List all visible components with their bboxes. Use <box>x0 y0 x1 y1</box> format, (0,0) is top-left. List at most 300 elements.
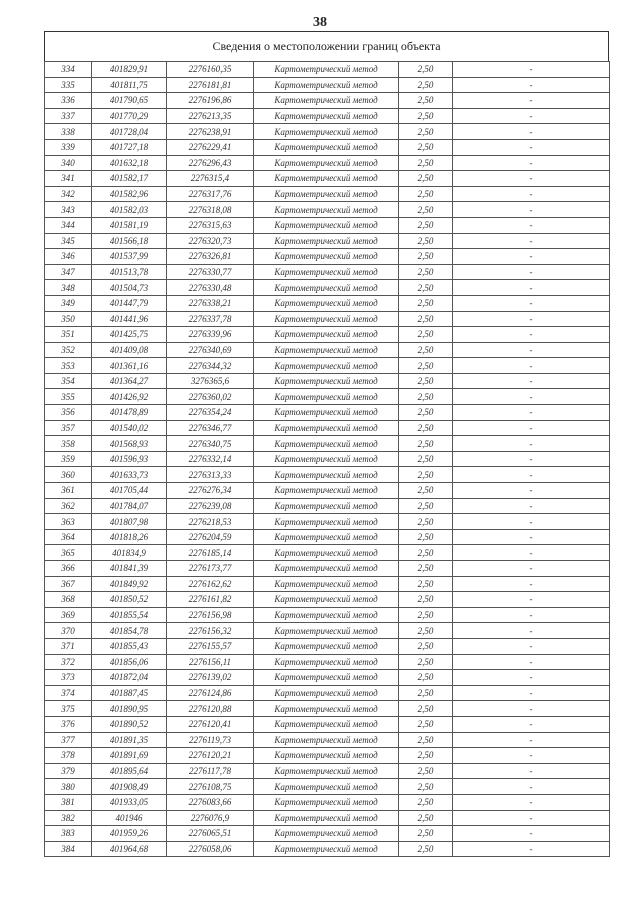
x-coordinate-cell: 401933,05 <box>92 794 167 810</box>
table-row <box>45 701 610 717</box>
description-cell: - <box>453 763 610 779</box>
point-number-cell: 356 <box>45 405 92 421</box>
accuracy-cell: 2,50 <box>399 810 453 826</box>
method-cell: Картометрический метод <box>254 483 399 499</box>
table-row <box>45 623 610 639</box>
method-cell: Картометрический метод <box>254 373 399 389</box>
point-number-cell: 346 <box>45 249 92 265</box>
y-coordinate-cell: 2276117,78 <box>167 763 254 779</box>
method-cell: Картометрический метод <box>254 171 399 187</box>
method-cell: Картометрический метод <box>254 748 399 764</box>
method-cell: Картометрический метод <box>254 327 399 343</box>
coordinates-table-body <box>45 62 610 857</box>
accuracy-cell: 2,50 <box>399 358 453 374</box>
description-cell: - <box>453 529 610 545</box>
table-row <box>45 810 610 826</box>
description-cell: - <box>453 77 610 93</box>
description-cell: - <box>453 93 610 109</box>
accuracy-cell: 2,50 <box>399 794 453 810</box>
x-coordinate-cell: 401807,98 <box>92 514 167 530</box>
method-cell: Картометрический метод <box>254 405 399 421</box>
method-cell: Картометрический метод <box>254 451 399 467</box>
method-cell: Картометрический метод <box>254 62 399 78</box>
accuracy-cell: 2,50 <box>399 592 453 608</box>
accuracy-cell: 2,50 <box>399 498 453 514</box>
x-coordinate-cell: 401770,29 <box>92 108 167 124</box>
x-coordinate-cell: 401872,04 <box>92 670 167 686</box>
method-cell: Картометрический метод <box>254 389 399 405</box>
y-coordinate-cell: 2276313,33 <box>167 467 254 483</box>
description-cell: - <box>453 202 610 218</box>
method-cell: Картометрический метод <box>254 716 399 732</box>
method-cell: Картометрический метод <box>254 514 399 530</box>
table-row <box>45 171 610 187</box>
x-coordinate-cell: 401849,92 <box>92 576 167 592</box>
accuracy-cell: 2,50 <box>399 545 453 561</box>
description-cell: - <box>453 373 610 389</box>
accuracy-cell: 2,50 <box>399 233 453 249</box>
description-cell: - <box>453 483 610 499</box>
accuracy-cell: 2,50 <box>399 280 453 296</box>
accuracy-cell: 2,50 <box>399 732 453 748</box>
description-cell: - <box>453 311 610 327</box>
coordinates-table <box>44 61 610 857</box>
accuracy-cell: 2,50 <box>399 77 453 93</box>
x-coordinate-cell: 401425,75 <box>92 327 167 343</box>
x-coordinate-cell: 401566,18 <box>92 233 167 249</box>
point-number-cell: 379 <box>45 763 92 779</box>
method-cell: Картометрический метод <box>254 623 399 639</box>
description-cell: - <box>453 155 610 171</box>
x-coordinate-cell: 401908,49 <box>92 779 167 795</box>
table-row <box>45 264 610 280</box>
method-cell: Картометрический метод <box>254 280 399 296</box>
description-cell: - <box>453 654 610 670</box>
accuracy-cell: 2,50 <box>399 373 453 389</box>
method-cell: Картометрический метод <box>254 358 399 374</box>
description-cell: - <box>453 249 610 265</box>
point-number-cell: 377 <box>45 732 92 748</box>
description-cell: - <box>453 841 610 857</box>
y-coordinate-cell: 2276196,86 <box>167 93 254 109</box>
table-row <box>45 62 610 78</box>
accuracy-cell: 2,50 <box>399 763 453 779</box>
table-row <box>45 545 610 561</box>
description-cell: - <box>453 436 610 452</box>
accuracy-cell: 2,50 <box>399 607 453 623</box>
description-cell: - <box>453 779 610 795</box>
table-row <box>45 139 610 155</box>
y-coordinate-cell: 2276332,14 <box>167 451 254 467</box>
method-cell: Картометрический метод <box>254 233 399 249</box>
accuracy-cell: 2,50 <box>399 748 453 764</box>
point-number-cell: 355 <box>45 389 92 405</box>
x-coordinate-cell: 401568,93 <box>92 436 167 452</box>
method-cell: Картометрический метод <box>254 202 399 218</box>
accuracy-cell: 2,50 <box>399 405 453 421</box>
table-row <box>45 77 610 93</box>
accuracy-cell: 2,50 <box>399 779 453 795</box>
y-coordinate-cell: 2276204,59 <box>167 529 254 545</box>
y-coordinate-cell: 2276296,43 <box>167 155 254 171</box>
method-cell: Картометрический метод <box>254 826 399 842</box>
description-cell: - <box>453 576 610 592</box>
accuracy-cell: 2,50 <box>399 701 453 717</box>
x-coordinate-cell: 401581,19 <box>92 217 167 233</box>
x-coordinate-cell: 401890,52 <box>92 716 167 732</box>
point-number-cell: 350 <box>45 311 92 327</box>
method-cell: Картометрический метод <box>254 295 399 311</box>
point-number-cell: 345 <box>45 233 92 249</box>
y-coordinate-cell: 2276339,96 <box>167 327 254 343</box>
accuracy-cell: 2,50 <box>399 124 453 140</box>
x-coordinate-cell: 401582,17 <box>92 171 167 187</box>
accuracy-cell: 2,50 <box>399 93 453 109</box>
description-cell: - <box>453 623 610 639</box>
accuracy-cell: 2,50 <box>399 62 453 78</box>
description-cell: - <box>453 467 610 483</box>
method-cell: Картометрический метод <box>254 732 399 748</box>
method-cell: Картометрический метод <box>254 249 399 265</box>
description-cell: - <box>453 514 610 530</box>
x-coordinate-cell: 401705,44 <box>92 483 167 499</box>
y-coordinate-cell: 3276365,6 <box>167 373 254 389</box>
method-cell: Картометрический метод <box>254 124 399 140</box>
x-coordinate-cell: 401856,06 <box>92 654 167 670</box>
x-coordinate-cell: 401841,39 <box>92 561 167 577</box>
point-number-cell: 363 <box>45 514 92 530</box>
accuracy-cell: 2,50 <box>399 483 453 499</box>
point-number-cell: 342 <box>45 186 92 202</box>
method-cell: Картометрический метод <box>254 93 399 109</box>
x-coordinate-cell: 401891,69 <box>92 748 167 764</box>
table-row <box>45 592 610 608</box>
description-cell: - <box>453 670 610 686</box>
x-coordinate-cell: 401504,73 <box>92 280 167 296</box>
y-coordinate-cell: 2276340,69 <box>167 342 254 358</box>
point-number-cell: 349 <box>45 295 92 311</box>
y-coordinate-cell: 2276276,34 <box>167 483 254 499</box>
x-coordinate-cell: 401784,07 <box>92 498 167 514</box>
method-cell: Картометрический метод <box>254 311 399 327</box>
method-cell: Картометрический метод <box>254 77 399 93</box>
y-coordinate-cell: 2276315,63 <box>167 217 254 233</box>
description-cell: - <box>453 186 610 202</box>
accuracy-cell: 2,50 <box>399 529 453 545</box>
table-row <box>45 373 610 389</box>
table-row <box>45 794 610 810</box>
point-number-cell: 372 <box>45 654 92 670</box>
table-row <box>45 93 610 109</box>
y-coordinate-cell: 2276173,77 <box>167 561 254 577</box>
y-coordinate-cell: 2276213,35 <box>167 108 254 124</box>
x-coordinate-cell: 401596,93 <box>92 451 167 467</box>
y-coordinate-cell: 2276161,82 <box>167 592 254 608</box>
method-cell: Картометрический метод <box>254 342 399 358</box>
method-cell: Картометрический метод <box>254 638 399 654</box>
point-number-cell: 348 <box>45 280 92 296</box>
method-cell: Картометрический метод <box>254 670 399 686</box>
x-coordinate-cell: 401895,64 <box>92 763 167 779</box>
accuracy-cell: 2,50 <box>399 561 453 577</box>
point-number-cell: 357 <box>45 420 92 436</box>
description-cell: - <box>453 217 610 233</box>
x-coordinate-cell: 401513,78 <box>92 264 167 280</box>
table-row <box>45 108 610 124</box>
x-coordinate-cell: 401790,65 <box>92 93 167 109</box>
x-coordinate-cell: 401946 <box>92 810 167 826</box>
point-number-cell: 351 <box>45 327 92 343</box>
point-number-cell: 359 <box>45 451 92 467</box>
accuracy-cell: 2,50 <box>399 467 453 483</box>
table-row <box>45 467 610 483</box>
accuracy-cell: 2,50 <box>399 327 453 343</box>
method-cell: Картометрический метод <box>254 685 399 701</box>
y-coordinate-cell: 2276218,53 <box>167 514 254 530</box>
table-row <box>45 436 610 452</box>
method-cell: Картометрический метод <box>254 436 399 452</box>
y-coordinate-cell: 2276139,02 <box>167 670 254 686</box>
point-number-cell: 380 <box>45 779 92 795</box>
table-row <box>45 498 610 514</box>
x-coordinate-cell: 401818,26 <box>92 529 167 545</box>
x-coordinate-cell: 401361,16 <box>92 358 167 374</box>
description-cell: - <box>453 124 610 140</box>
y-coordinate-cell: 2276185,14 <box>167 545 254 561</box>
point-number-cell: 335 <box>45 77 92 93</box>
description-cell: - <box>453 810 610 826</box>
y-coordinate-cell: 2276058,06 <box>167 841 254 857</box>
point-number-cell: 340 <box>45 155 92 171</box>
x-coordinate-cell: 401964,68 <box>92 841 167 857</box>
description-cell: - <box>453 342 610 358</box>
y-coordinate-cell: 2276120,41 <box>167 716 254 732</box>
method-cell: Картометрический метод <box>254 139 399 155</box>
point-number-cell: 352 <box>45 342 92 358</box>
y-coordinate-cell: 2276065,51 <box>167 826 254 842</box>
y-coordinate-cell: 2276155,57 <box>167 638 254 654</box>
point-number-cell: 338 <box>45 124 92 140</box>
description-cell: - <box>453 420 610 436</box>
description-cell: - <box>453 638 610 654</box>
x-coordinate-cell: 401854,78 <box>92 623 167 639</box>
point-number-cell: 371 <box>45 638 92 654</box>
y-coordinate-cell: 2276337,78 <box>167 311 254 327</box>
accuracy-cell: 2,50 <box>399 202 453 218</box>
x-coordinate-cell: 401478,89 <box>92 405 167 421</box>
method-cell: Картометрический метод <box>254 561 399 577</box>
accuracy-cell: 2,50 <box>399 623 453 639</box>
y-coordinate-cell: 2276124,86 <box>167 685 254 701</box>
point-number-cell: 341 <box>45 171 92 187</box>
x-coordinate-cell: 401364,27 <box>92 373 167 389</box>
accuracy-cell: 2,50 <box>399 654 453 670</box>
point-number-cell: 336 <box>45 93 92 109</box>
method-cell: Картометрический метод <box>254 794 399 810</box>
accuracy-cell: 2,50 <box>399 249 453 265</box>
point-number-cell: 343 <box>45 202 92 218</box>
x-coordinate-cell: 401855,54 <box>92 607 167 623</box>
accuracy-cell: 2,50 <box>399 451 453 467</box>
y-coordinate-cell: 2276326,81 <box>167 249 254 265</box>
table-row <box>45 514 610 530</box>
table-row <box>45 155 610 171</box>
x-coordinate-cell: 401426,92 <box>92 389 167 405</box>
boundary-sheet <box>44 31 609 857</box>
method-cell: Картометрический метод <box>254 763 399 779</box>
method-cell: Картометрический метод <box>254 217 399 233</box>
accuracy-cell: 2,50 <box>399 155 453 171</box>
description-cell: - <box>453 545 610 561</box>
y-coordinate-cell: 2276119,73 <box>167 732 254 748</box>
table-row <box>45 654 610 670</box>
method-cell: Картометрический метод <box>254 779 399 795</box>
point-number-cell: 373 <box>45 670 92 686</box>
y-coordinate-cell: 2276320,73 <box>167 233 254 249</box>
description-cell: - <box>453 280 610 296</box>
method-cell: Картометрический метод <box>254 701 399 717</box>
accuracy-cell: 2,50 <box>399 638 453 654</box>
point-number-cell: 344 <box>45 217 92 233</box>
point-number-cell: 378 <box>45 748 92 764</box>
table-row <box>45 280 610 296</box>
table-row <box>45 451 610 467</box>
y-coordinate-cell: 2276181,81 <box>167 77 254 93</box>
method-cell: Картометрический метод <box>254 607 399 623</box>
accuracy-cell: 2,50 <box>399 342 453 358</box>
table-row <box>45 576 610 592</box>
x-coordinate-cell: 401409,08 <box>92 342 167 358</box>
point-number-cell: 334 <box>45 62 92 78</box>
table-row <box>45 841 610 857</box>
point-number-cell: 368 <box>45 592 92 608</box>
table-row <box>45 389 610 405</box>
y-coordinate-cell: 2276317,76 <box>167 186 254 202</box>
accuracy-cell: 2,50 <box>399 311 453 327</box>
page-number: 38 <box>313 15 327 30</box>
point-number-cell: 369 <box>45 607 92 623</box>
table-row <box>45 311 610 327</box>
y-coordinate-cell: 2276330,77 <box>167 264 254 280</box>
point-number-cell: 366 <box>45 561 92 577</box>
accuracy-cell: 2,50 <box>399 217 453 233</box>
y-coordinate-cell: 2276156,32 <box>167 623 254 639</box>
description-cell: - <box>453 451 610 467</box>
x-coordinate-cell: 401633,73 <box>92 467 167 483</box>
accuracy-cell: 2,50 <box>399 716 453 732</box>
accuracy-cell: 2,50 <box>399 264 453 280</box>
accuracy-cell: 2,50 <box>399 576 453 592</box>
description-cell: - <box>453 607 610 623</box>
table-row <box>45 342 610 358</box>
y-coordinate-cell: 2276354,24 <box>167 405 254 421</box>
y-coordinate-cell: 2276330,48 <box>167 280 254 296</box>
point-number-cell: 339 <box>45 139 92 155</box>
point-number-cell: 358 <box>45 436 92 452</box>
point-number-cell: 337 <box>45 108 92 124</box>
method-cell: Картометрический метод <box>254 545 399 561</box>
accuracy-cell: 2,50 <box>399 295 453 311</box>
description-cell: - <box>453 327 610 343</box>
point-number-cell: 365 <box>45 545 92 561</box>
point-number-cell: 361 <box>45 483 92 499</box>
table-row <box>45 529 610 545</box>
description-cell: - <box>453 358 610 374</box>
table-title: Сведения о местоположении границ объекта <box>44 31 609 61</box>
y-coordinate-cell: 2276083,66 <box>167 794 254 810</box>
point-number-cell: 370 <box>45 623 92 639</box>
x-coordinate-cell: 401811,75 <box>92 77 167 93</box>
y-coordinate-cell: 2276076,9 <box>167 810 254 826</box>
y-coordinate-cell: 2276360,02 <box>167 389 254 405</box>
table-row <box>45 124 610 140</box>
accuracy-cell: 2,50 <box>399 841 453 857</box>
table-row <box>45 732 610 748</box>
description-cell: - <box>453 826 610 842</box>
table-row <box>45 217 610 233</box>
accuracy-cell: 2,50 <box>399 685 453 701</box>
point-number-cell: 360 <box>45 467 92 483</box>
description-cell: - <box>453 295 610 311</box>
method-cell: Картометрический метод <box>254 529 399 545</box>
description-cell: - <box>453 716 610 732</box>
point-number-cell: 353 <box>45 358 92 374</box>
table-row <box>45 716 610 732</box>
description-cell: - <box>453 233 610 249</box>
accuracy-cell: 2,50 <box>399 171 453 187</box>
method-cell: Картометрический метод <box>254 810 399 826</box>
point-number-cell: 383 <box>45 826 92 842</box>
table-row <box>45 685 610 701</box>
method-cell: Картометрический метод <box>254 186 399 202</box>
accuracy-cell: 2,50 <box>399 389 453 405</box>
accuracy-cell: 2,50 <box>399 826 453 842</box>
description-cell: - <box>453 389 610 405</box>
x-coordinate-cell: 401540,02 <box>92 420 167 436</box>
y-coordinate-cell: 2276338,21 <box>167 295 254 311</box>
x-coordinate-cell: 401582,96 <box>92 186 167 202</box>
accuracy-cell: 2,50 <box>399 436 453 452</box>
point-number-cell: 354 <box>45 373 92 389</box>
x-coordinate-cell: 401829,91 <box>92 62 167 78</box>
y-coordinate-cell: 2276162,62 <box>167 576 254 592</box>
x-coordinate-cell: 401890,95 <box>92 701 167 717</box>
point-number-cell: 367 <box>45 576 92 592</box>
description-cell: - <box>453 498 610 514</box>
y-coordinate-cell: 2276318,08 <box>167 202 254 218</box>
x-coordinate-cell: 401887,45 <box>92 685 167 701</box>
method-cell: Картометрический метод <box>254 654 399 670</box>
table-row <box>45 826 610 842</box>
accuracy-cell: 2,50 <box>399 186 453 202</box>
method-cell: Картометрический метод <box>254 467 399 483</box>
table-row <box>45 405 610 421</box>
table-row <box>45 763 610 779</box>
y-coordinate-cell: 2276239,08 <box>167 498 254 514</box>
x-coordinate-cell: 401834,9 <box>92 545 167 561</box>
method-cell: Картометрический метод <box>254 155 399 171</box>
x-coordinate-cell: 401891,35 <box>92 732 167 748</box>
method-cell: Картометрический метод <box>254 592 399 608</box>
method-cell: Картометрический метод <box>254 420 399 436</box>
description-cell: - <box>453 592 610 608</box>
y-coordinate-cell: 2276160,35 <box>167 62 254 78</box>
table-row <box>45 420 610 436</box>
description-cell: - <box>453 748 610 764</box>
table-row <box>45 233 610 249</box>
description-cell: - <box>453 405 610 421</box>
method-cell: Картометрический метод <box>254 841 399 857</box>
